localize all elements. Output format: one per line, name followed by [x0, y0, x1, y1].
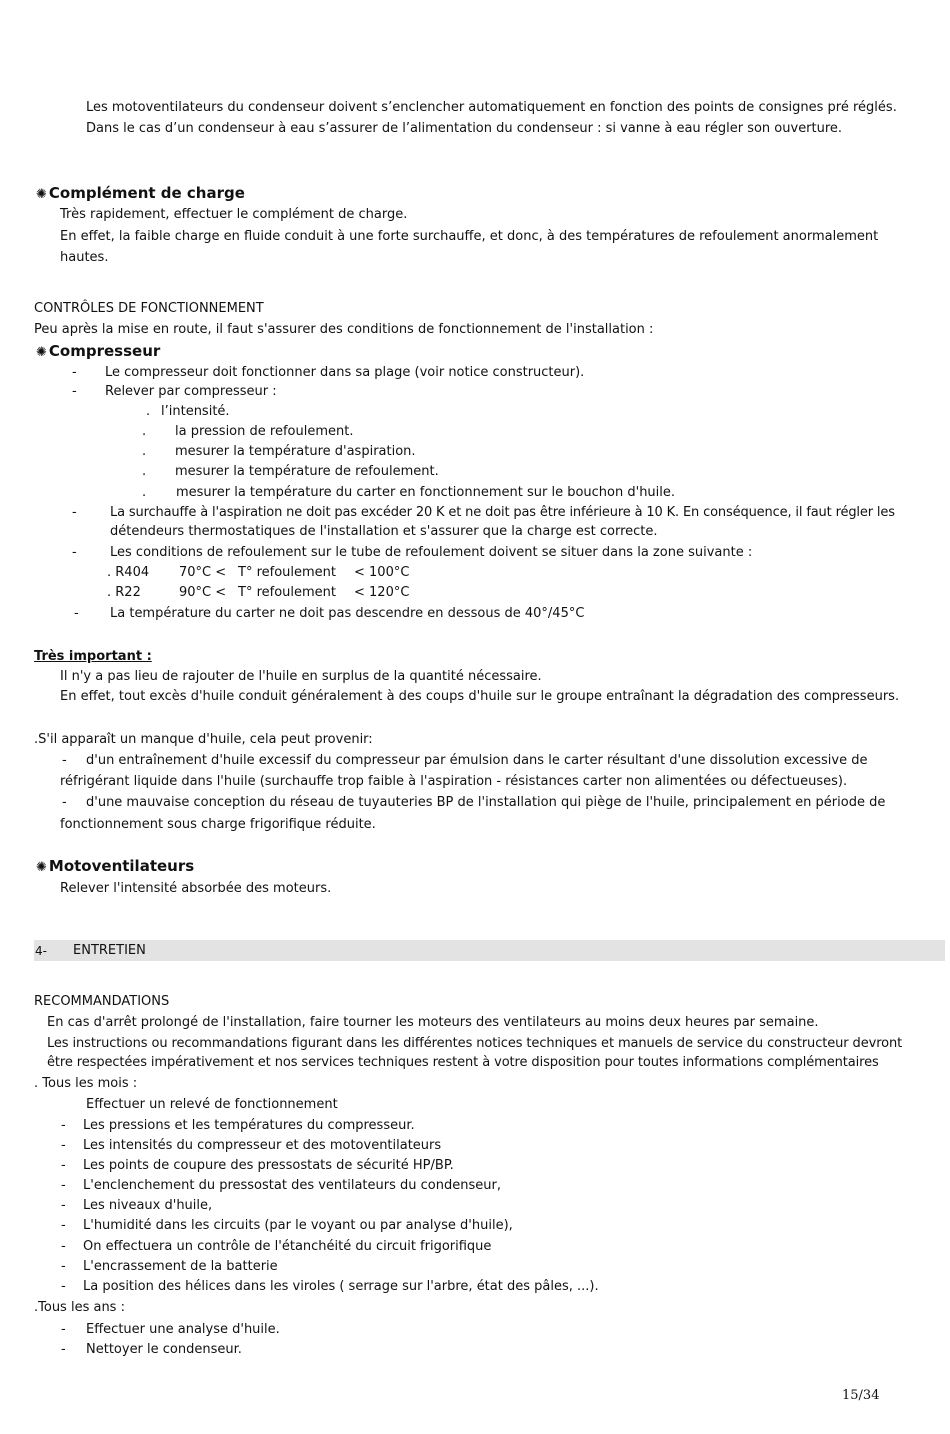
dash-bullet: - — [61, 1158, 66, 1173]
mois-item: Les points de coupure des pressostats de sécurité HP/BP. — [83, 1158, 454, 1173]
section-complement-heading — [36, 184, 245, 204]
complement-line-2: En effet, la faible charge en fluide conduit à une forte surchauffe, et donc, à des températures de refoulement anormalement — [60, 229, 879, 244]
dot-bullet: . — [142, 444, 147, 459]
r22-fluid: . R22 — [107, 585, 141, 600]
relever-item-2: la pression de refoulement. — [175, 424, 354, 439]
entretien-number: 4- — [35, 944, 47, 958]
carter-temperature: La température du carter ne doit pas descendre en dessous de 40°/45°C — [110, 606, 585, 621]
dot-bullet: . — [142, 424, 147, 439]
mois-item: L'humidité dans les circuits (par le voyant ou par analyse d'huile), — [83, 1218, 513, 1233]
dash-bullet: - — [61, 1178, 66, 1193]
ans-item: Nettoyer le condenseur. — [86, 1342, 242, 1357]
relever-item-1: l’intensité. — [161, 404, 230, 419]
flower-bullet-icon: ✺ — [36, 345, 47, 360]
page-number: 15/34 — [842, 1388, 880, 1403]
important-title: Très important : — [34, 649, 152, 664]
section-compresseur-heading — [36, 342, 160, 362]
dash-bullet: - — [74, 606, 79, 621]
mois-item: L'encrassement de la batterie — [83, 1259, 278, 1274]
dash-bullet: - — [62, 753, 67, 768]
r404-label: T° refoulement — [238, 565, 337, 580]
mois-intro: Effectuer un relevé de fonctionnement — [86, 1097, 338, 1112]
entretien-title: ENTRETIEN — [73, 943, 146, 958]
huile-cause-1-line-1: d'un entraînement d'huile excessif du compresseur par émulsion dans le carter résultant d'une dissolution excessive de — [86, 753, 868, 768]
mois-item: Les intensités du compresseur et des motoventilateurs — [83, 1138, 442, 1153]
mois-item: L'enclenchement du pressostat des ventilateurs du condenseur, — [83, 1178, 501, 1193]
dash-bullet: - — [72, 505, 77, 520]
reco-line-3: être respectées impérativement et nos services techniques restent à votre disposition pour toutes informations complémentaires — [47, 1055, 879, 1070]
r22-label: T° refoulement — [238, 585, 337, 600]
dash-bullet: - — [61, 1279, 66, 1294]
dash-bullet: - — [72, 365, 77, 380]
entretien-section-band — [34, 940, 945, 961]
reco-line-2: Les instructions ou recommandations figurant dans les différentes notices techniques et manuels de service du constructeur devront — [47, 1036, 903, 1051]
r404-fluid: . R404 — [107, 565, 150, 580]
dash-bullet: - — [61, 1218, 66, 1233]
mois-title: . Tous les mois : — [34, 1076, 138, 1091]
mois-item: Les niveaux d'huile, — [83, 1198, 213, 1213]
dot-bullet: . — [142, 464, 147, 479]
intro-line-2: Dans le cas d’un condenseur à eau s’assurer de l’alimentation du condenseur : si vanne à eau régler son ouverture. — [86, 121, 843, 136]
compresseur-title: Compresseur — [48, 342, 161, 360]
ans-title: .Tous les ans : — [34, 1300, 125, 1315]
reco-title: RECOMMANDATIONS — [34, 994, 170, 1009]
dash-bullet: - — [61, 1138, 66, 1153]
important-line-1: Il n'y a pas lieu de rajouter de l'huile en surplus de la quantité nécessaire. — [60, 669, 542, 684]
surchauffe-line-1: La surchauffe à l'aspiration ne doit pas excéder 20 K et ne doit pas être inférieure à 10 K. En conséquence, il faut régler les — [110, 505, 895, 520]
section-moto-heading — [36, 857, 194, 877]
important-line-2: En effet, tout excès d'huile conduit généralement à des coups d'huile sur le groupe entraînant la dégradation des compresseurs. — [60, 689, 900, 704]
dot-bullet: . — [146, 404, 151, 419]
r404-min: 70°C < — [179, 565, 227, 580]
dash-bullet: - — [72, 384, 77, 399]
relever-item-3: mesurer la température d'aspiration. — [175, 444, 416, 459]
dash-bullet: - — [61, 1259, 66, 1274]
ans-item: Effectuer une analyse d'huile. — [86, 1322, 280, 1337]
huile-cause-2-line-1: d'une mauvaise conception du réseau de tuyauteries BP de l'installation qui piège de l'huile, principalement en période de — [86, 795, 886, 810]
flower-bullet-icon: ✺ — [36, 187, 47, 202]
moto-title: Motoventilateurs — [48, 857, 195, 875]
dash-bullet: - — [72, 545, 77, 560]
dash-bullet: - — [61, 1239, 66, 1254]
dot-bullet: . — [142, 485, 147, 500]
dash-bullet: - — [62, 795, 67, 810]
dash-bullet: - — [61, 1342, 66, 1357]
surchauffe-line-2: détendeurs thermostatiques de l'installation et s'assurer que la charge est correcte. — [110, 524, 658, 539]
huile-cause-1-line-2: réfrigérant liquide dans l'huile (surchauffe trop faible à l'aspiration - résistances carter non alimentées ou défectueuses). — [60, 774, 848, 789]
controles-title: CONTRÔLES DE FONCTIONNEMENT — [34, 301, 264, 316]
moto-line-1: Relever l'intensité absorbée des moteurs. — [60, 881, 332, 896]
complement-title: Complément de charge — [48, 184, 245, 202]
mois-item: La position des hélices dans les viroles ( serrage sur l'arbre, état des pâles, ...). — [83, 1279, 599, 1294]
relever-item-5: mesurer la température du carter en fonctionnement sur le bouchon d'huile. — [176, 485, 676, 500]
reco-line-1: En cas d'arrêt prolongé de l'installation, faire tourner les moteurs des ventilateurs au moins deux heures par semaine. — [47, 1015, 819, 1030]
compresseur-item-2: Relever par compresseur : — [105, 384, 277, 399]
refoulement-conditions: Les conditions de refoulement sur le tube de refoulement doivent se situer dans la zone suivante : — [110, 545, 753, 560]
flower-bullet-icon: ✺ — [36, 860, 47, 875]
r22-min: 90°C < — [179, 585, 227, 600]
dash-bullet: - — [61, 1322, 66, 1337]
mois-item: On effectuera un contrôle de l'étanchéité du circuit frigorifique — [83, 1239, 492, 1254]
dash-bullet: - — [61, 1118, 66, 1133]
compresseur-item-1: Le compresseur doit fonctionner dans sa plage (voir notice constructeur). — [105, 365, 585, 380]
controles-intro: Peu après la mise en route, il faut s'assurer des conditions de fonctionnement de l'installation : — [34, 322, 654, 337]
complement-line-3: hautes. — [60, 250, 109, 265]
mois-item: Les pressions et les températures du compresseur. — [83, 1118, 415, 1133]
intro-line-1: Les motoventilateurs du condenseur doivent s’enclencher automatiquement en fonction des points de consignes pré réglés. — [86, 100, 897, 115]
huile-title: .S'il apparaît un manque d'huile, cela peut provenir: — [34, 732, 373, 747]
complement-line-1: Très rapidement, effectuer le complément de charge. — [60, 207, 408, 222]
r404-max: < 100°C — [354, 565, 410, 580]
relever-item-4: mesurer la température de refoulement. — [175, 464, 439, 479]
r22-max: < 120°C — [354, 585, 410, 600]
dash-bullet: - — [61, 1198, 66, 1213]
huile-cause-2-line-2: fonctionnement sous charge frigorifique réduite. — [60, 817, 376, 832]
